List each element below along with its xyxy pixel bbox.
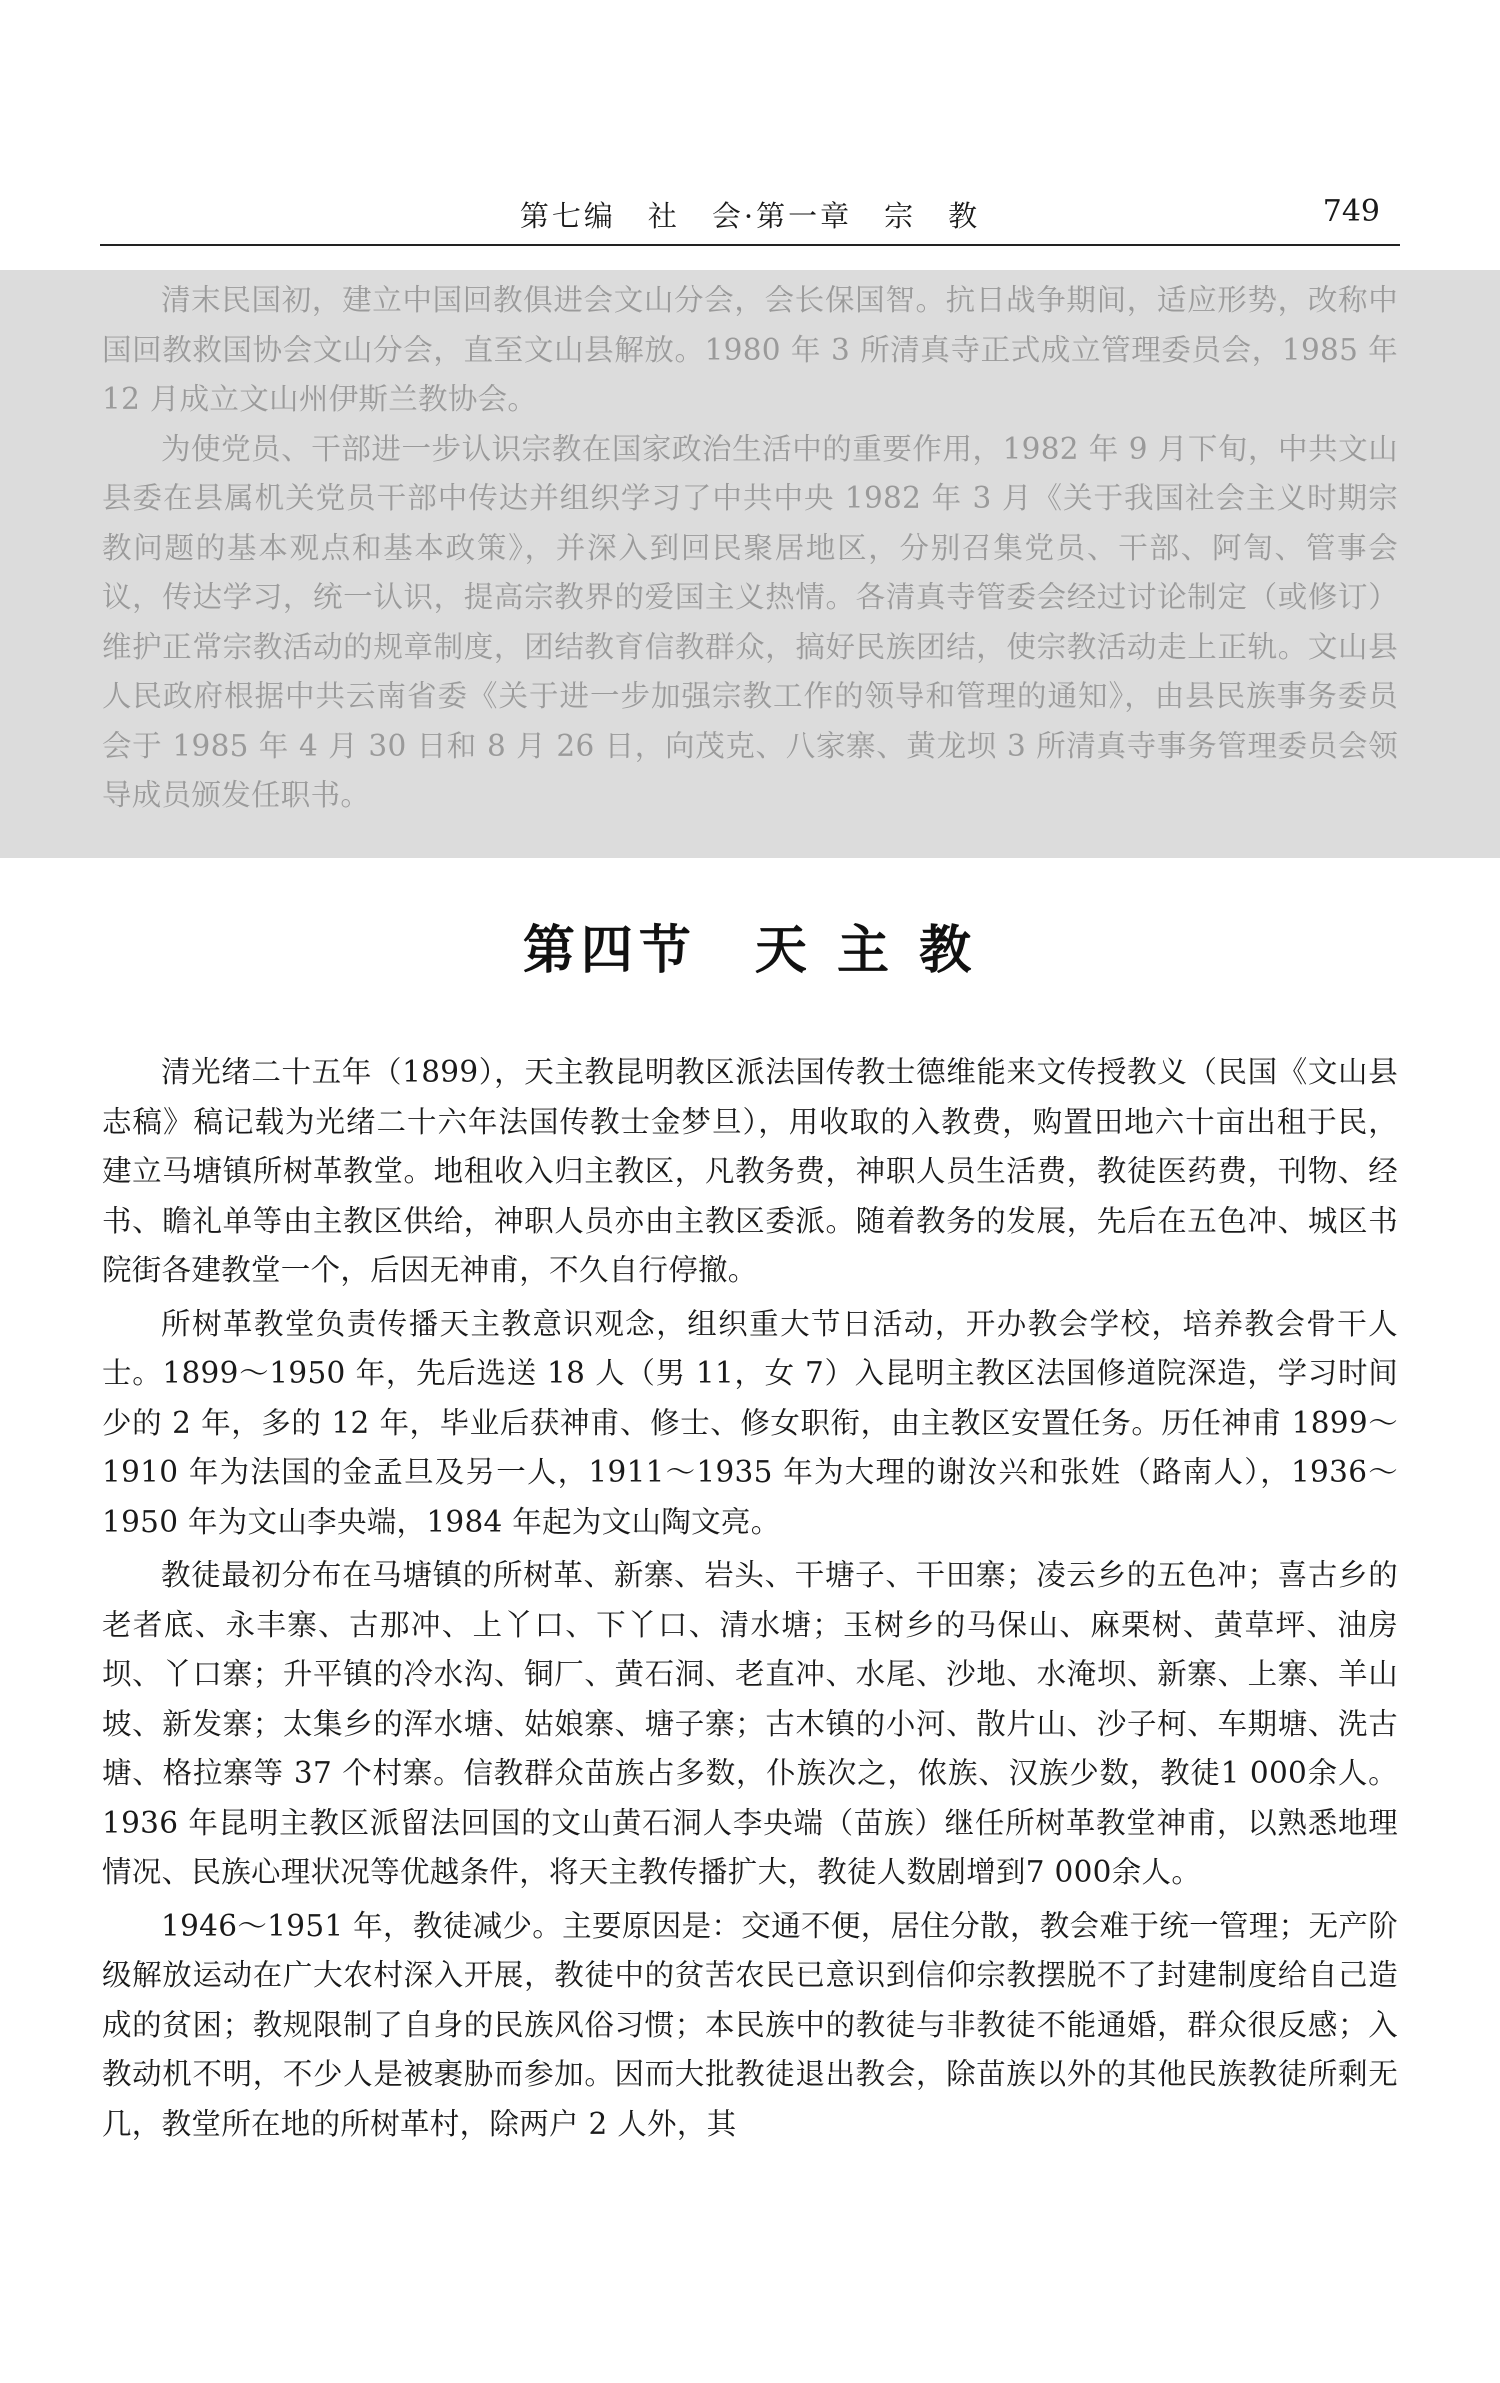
section-title: 第四节 天 主 教 bbox=[522, 921, 978, 981]
body-text bbox=[102, 1048, 1398, 2153]
highlighted-text-block bbox=[102, 276, 1398, 821]
paragraph: 为使党员、干部进一步认识宗教在国家政治生活中的重要作用，1982 年 9 月下旬，中共文山县委在县属机关党员干部中传达并组织学习了中共中央 1982 年 3 月《关于我国社会主义时期宗教问题的基本观点和基本政策》，并深入到回民聚居地区，分别召集党员、干部、阿訇、管事会议，传达学习，统一认识，提高宗教界的爱国主义热情。各清真寺管委会经过讨论制定（或修订）维护正常宗教活动的规章制度，团结教育信教群众，搞好民族团结，使宗教活动走上正轨。文山县人民政府根据中共云南省委《关于进一步加强宗教工作的领导和管理的通知》，由县民族事务委员会于 1985 年 4 月 30 日和 8 月 26 日，向茂克、八家寨、黄龙坝 3 所清真寺事务管理委员会领导成员颁发任职书。 bbox=[102, 431, 1398, 812]
running-header bbox=[100, 190, 1400, 240]
paragraph: 所树革教堂负责传播天主教意识观念，组织重大节日活动，开办教会学校，培养教会骨干人士。1899～1950 年，先后选送 18 人（男 11，女 7）入昆明主教区法国修道院深造，学习时间少的 2 年，多的 12 年，毕业后获神甫、修士、修女职衔，由主教区安置任务。历任神甫 1899～1910 年为法国的金孟旦及另一人，1911～1935 年为大理的谢汝兴和张姓（路南人），1936～1950 年为文山李央端，1984 年起为文山陶文亮。 bbox=[102, 1306, 1398, 1539]
paragraph: 教徒最初分布在马塘镇的所树革、新寨、岩头、干塘子、干田寨；凌云乡的五色冲；喜古乡的老者底、永丰寨、古那冲、上丫口、下丫口、清水塘；玉树乡的马保山、麻栗树、黄草坪、油房坝、丫口寨；升平镇的冷水沟、铜厂、黄石洞、老直冲、水尾、沙地、水淹坝、新寨、上寨、羊山坡、新发寨；太集乡的浑水塘、姑娘寨、塘子寨；古木镇的小河、散片山、沙子柯、车期塘、洗古塘、格拉寨等 37 个村寨。信教群众苗族占多数，仆族次之，侬族、汉族少数，教徒1 000余人。1936 年昆明主教区派留法回国的文山黄石洞人李央端（苗族）继任所树革教堂神甫，以熟悉地理情况、民族心理状况等优越条件，将天主教传播扩大，教徒人数剧增到7 000余人。 bbox=[102, 1558, 1398, 1889]
page-number: 749 bbox=[1322, 194, 1380, 229]
paragraph: 清末民国初，建立中国回教俱进会文山分会，会长保国智。抗日战争期间，适应形势，改称中国回教救国协会文山分会，直至文山县解放。1980 年 3 所清真寺正式成立管理委员会，1985 年 12 月成立文山州伊斯兰教协会。 bbox=[102, 283, 1398, 416]
paragraph: 清光绪二十五年（1899），天主教昆明教区派法国传教士德维能来文传授教义（民国《文山县志稿》稿记载为光绪二十六年法国传教士金梦旦），用收取的入教费，购置田地六十亩出租于民，建立马塘镇所树革教堂。地租收入归主教区，凡教务费，神职人员生活费，教徒医药费，刊物、经书、瞻礼单等由主教区供给，神职人员亦由主教区委派。随着教务的发展，先后在五色冲、城区书院街各建教堂一个，后因无神甫，不久自行停撤。 bbox=[102, 1055, 1398, 1287]
header-title: 第七编 社 会·第一章 宗 教 bbox=[519, 199, 981, 233]
paragraph: 1946～1951 年，教徒减少。主要原因是：交通不便，居住分散，教会难于统一管理；无产阶级解放运动在广大农村深入开展，教徒中的贫苦农民已意识到信仰宗教摆脱不了封建制度给自己造成的贫困；教规限制了自身的民族风俗习惯；本民族中的教徒与非教徒不能通婚，群众很反感；入教动机不明，不少人是被裹胁而参加。因而大批教徒退出教会，除苗族以外的其他民族教徒所剩无几，教堂所在地的所树革村，除两户 2 人外，其 bbox=[102, 1908, 1398, 2141]
header-rule bbox=[100, 244, 1400, 246]
